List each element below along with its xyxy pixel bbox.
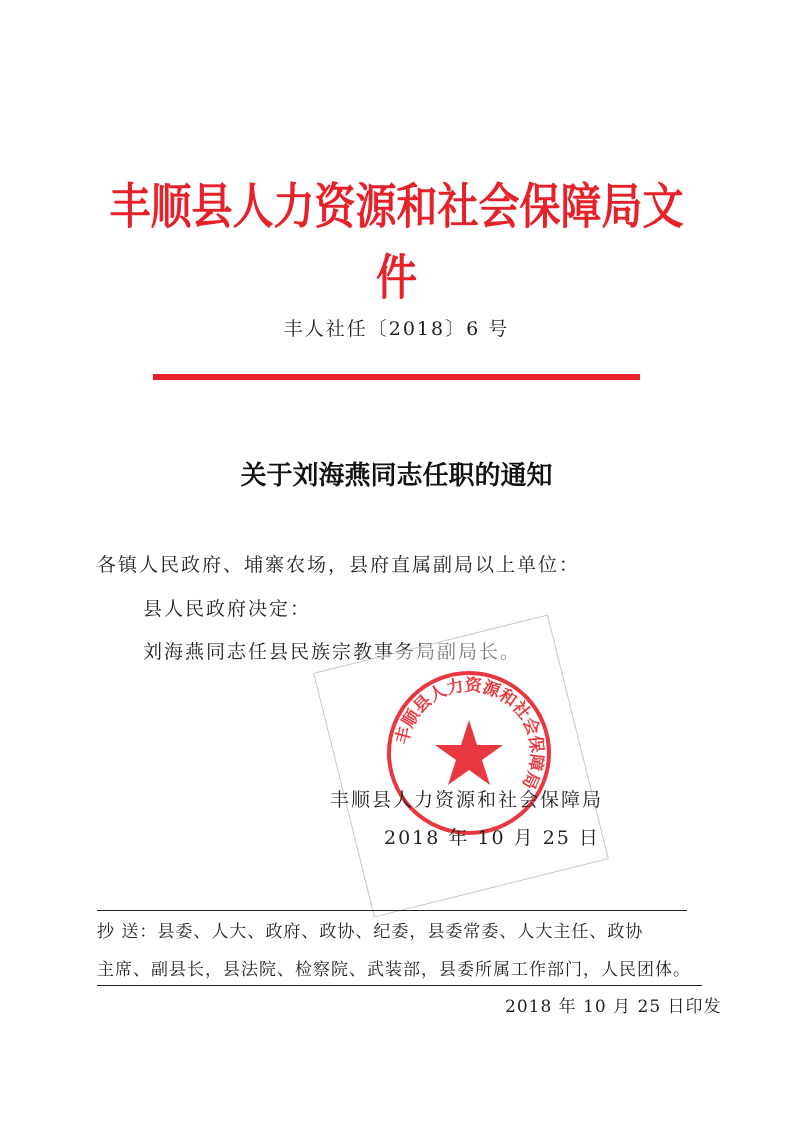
- cc-line-1: 抄 送：县委、人大、政府、政协、纪委，县委常委、人大主任、政协: [97, 922, 644, 942]
- signing-organization: 丰顺县人力资源和社会保障局: [330, 789, 604, 811]
- document-number: 丰人社任〔2018〕6 号: [283, 318, 510, 340]
- official-seal-icon: [384, 668, 554, 838]
- signing-date: 2018 年 10 月 25 日: [384, 827, 600, 849]
- cc-bottom-divider: [97, 985, 702, 986]
- decision-intro: 县人民政府决定：: [143, 598, 312, 620]
- seal-text: 丰顺县人力资源和社会保障局: [392, 675, 547, 792]
- notice-title: 关于刘海燕同志任职的通知: [240, 461, 553, 491]
- cc-top-divider: [97, 910, 687, 911]
- issuer-title: 丰顺县人力资源和社会保障局文件: [109, 178, 684, 306]
- red-divider: [153, 374, 640, 380]
- cc-line-2: 主席、副县长，县法院、检察院、武装部，县委所属工作部门，人民团体。: [97, 960, 691, 980]
- decision-content: 刘海燕同志任县民族宗教事务局副局长。: [143, 641, 522, 663]
- issue-date: 2018 年 10 月 25 日印发: [505, 997, 722, 1017]
- addressee-line: 各镇人民政府、埔寨农场，县府直属副局以上单位：: [97, 554, 581, 576]
